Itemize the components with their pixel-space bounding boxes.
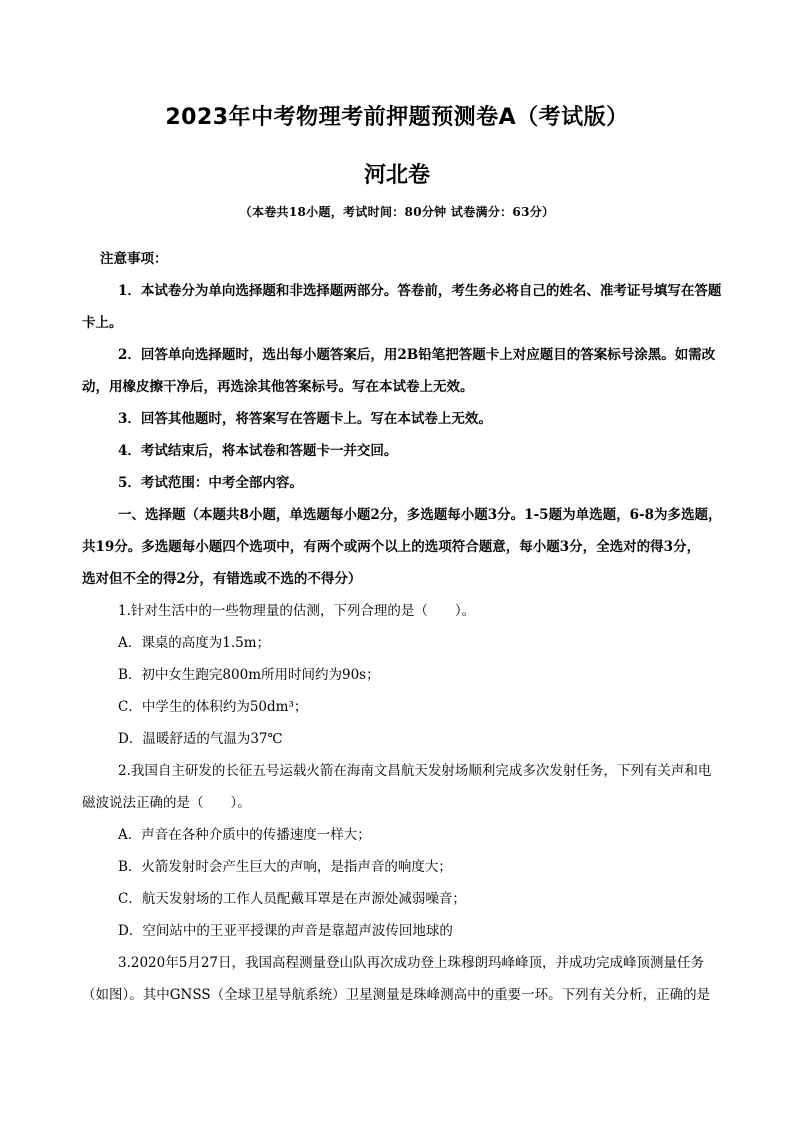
q1-option-b: B．初中女生跑完800m所用时间约为90s； [118,667,380,683]
section-heading-line1: 一、选择题（本题共8小题，单选题每小题2分，多选题每小题3分。1-5题为单选题，6-8为多选题， [118,507,722,523]
q2-stem-line1: 2.我国自主研发的长征五号运载火箭在海南文昌航天发射场顺利完成多次发射任务，下列有关声和电 [118,763,712,779]
note-item-1-line1: 1．本试卷分为单向选择题和非选择题两部分。答卷前，考生务必将自己的姓名、准考证号填写在答题 [118,283,722,299]
q3-stem-line2: （如图）。其中GNSS（全球卫星导航系统）卫星测量是珠峰测高中的重要一环。下列有关分析，正确的是 [82,987,711,1003]
note-item-2-line1: 2．回答单向选择题时，选出每小题答案后，用2B铅笔把答题卡上对应题目的答案标号涂黑。如需改 [118,347,716,363]
notes-heading: 注意事项： [100,251,168,267]
note-item-5: 5．考试范围：中考全部内容。 [118,475,303,491]
q2-option-a: A．声音在各种介质中的传播速度一样大； [118,827,371,843]
q1-option-d: D．温暖舒适的气温为37℃ [118,731,283,747]
section-heading-line3: 选对但不全的得2分，有错选或不选的不得分） [82,571,362,587]
section-heading-line2: 共19分。多选题每小题四个选项中，有两个或两个以上的选项符合题意，每小题3分，全选对的得3分， [82,539,701,555]
q1-option-a: A．课桌的高度为1.5m； [118,635,271,651]
page-title: 2023年中考物理考前押题预测卷A（考试版） [165,105,629,130]
q3-stem-line1: 3.2020年5月27日，我国高程测量登山队再次成功登上珠穆朗玛峰峰顶，并成功完成峰顶测量任务 [118,955,705,971]
note-item-3: 3．回答其他题时，将答案写在答题卡上。写在本试卷上无效。 [118,411,492,427]
note-item-1-line2: 卡上。 [82,315,123,331]
q2-option-d: D．空间站中的王亚平授课的声音是靠超声波传回地球的 [118,923,453,939]
page-subtitle: 河北卷 [363,163,430,188]
q2-stem-line2: 磁波说法正确的是（ ）。 [82,795,251,811]
exam-body [82,243,725,1011]
q2-option-b: B．火箭发射时会产生巨大的声响，是指声音的响度大； [118,859,452,875]
note-item-2-line2: 动，用橡皮擦干净后，再选涂其他答案标号。写在本试卷上无效。 [82,379,474,395]
q1-stem: 1.针对生活中的一些物理量的估测，下列合理的是（ ）。 [118,603,476,619]
exam-info: （本卷共18小题，考试时间：80分钟 试卷满分：63分） [239,205,555,219]
note-item-4: 4．考试结束后，将本试卷和答题卡一并交回。 [118,443,398,459]
q1-option-c: C．中学生的体积约为50dm³； [118,699,308,715]
q2-option-c: C．航天发射场的工作人员配戴耳罩是在声源处减弱噪音； [118,891,466,907]
